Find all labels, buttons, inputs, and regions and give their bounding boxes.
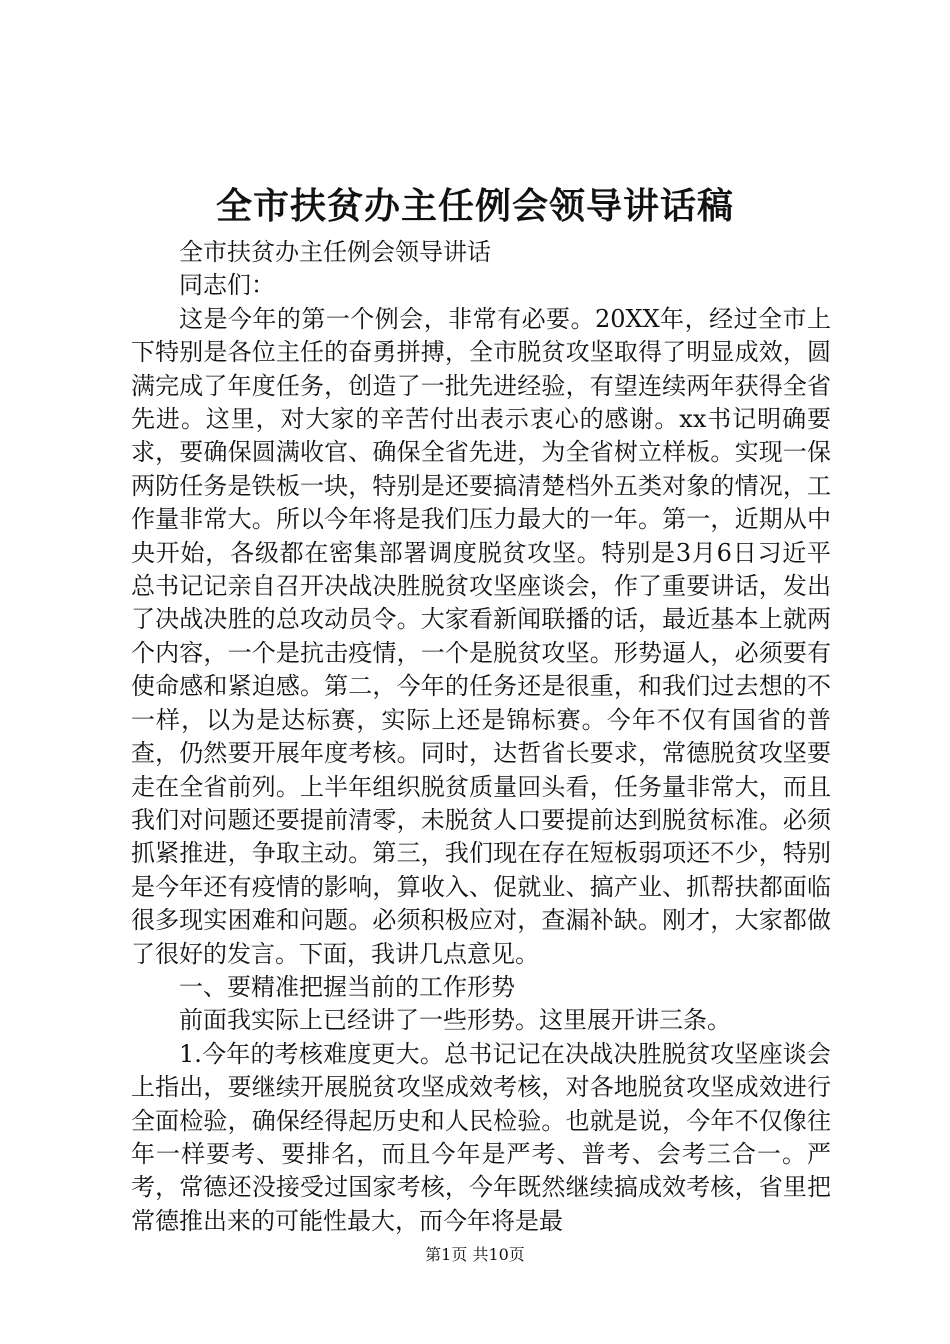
document-title: 全市扶贫办主任例会领导讲话稿 — [215, 185, 734, 227]
page-number-footer: 第1页 共10页 — [425, 1245, 525, 1264]
subtitle-paragraph: 全市扶贫办主任例会领导讲话 — [179, 238, 491, 266]
point-one-paragraph: 1.今年的考核难度更大。总书记记在决战决胜脱贫攻坚座谈会上指出，要继续开展脱贫攻坚成效考核，对各地脱贫攻坚成效进行全面检验，确保经得起历史和人民检验。也就是说，今年不仅像往年一样要考、要排名，而且今年是严考、普考、会考三合一。严考，常德还没接受过国家考核，今年既然继续搞成效考核，省里把常德推出来的可能性最大，而今年将是最 — [131, 1039, 831, 1235]
section-intro-paragraph: 前面我实际上已经讲了一些形势。这里展开讲三条。 — [179, 1006, 731, 1035]
opening-paragraph: 这是今年的第一个例会，非常有必要。20XX年，经过全市上下特别是各位主任的奋勇拼搏，全市脱贫攻坚取得了明显成效，圆满完成了年度任务，创造了一批先进经验，有望连续两年获得全省先进。这里，对大家的辛苦付出表示衷心的感谢。xx书记明确要求，要确保圆满收官、确保全省先进，为全省树立样板。实现一保两防任务是铁板一块，特别是还要搞清楚档外五类对象的情况，工作量非常大。所以今年将是我们压力最大的一年。第一，近期从中央开始，各级都在密集部署调度脱贫攻坚。特别是3月6日习近平总书记记亲自召开决战决胜脱贫攻坚座谈会，作了重要讲话，发出了决战决胜的总攻动员令。大家看新闻联播的话，最近基本上就两个内容，一个是抗击疫情，一个是脱贫攻坚。形势逼人，必须要有使命感和紧迫感。第二，今年的任务还是很重，和我们过去想的不一样，以为是达标赛，实际上还是锦标赛。今年不仅有国省的普查，仍然要开展年度考核。同时，达哲省长要求，常德脱贫攻坚要走在全省前列。上半年组织脱贫质量回头看，任务量非常大，而且我们对问题还要提前清零，未脱贫人口要提前达到脱贫标准。必须抓紧推进，争取主动。第三，我们现在存在短板弱项还不少，特别是今年还有疫情的影响，算收入、促就业、搞产业、抓帮扶都面临很多现实困难和问题。必须积极应对，查漏补缺。刚才，大家都做了很好的发言。下面，我讲几点意见。 — [131, 304, 831, 968]
section-heading: 一、要精准把握当前的工作形势 — [179, 972, 515, 1001]
salutation-paragraph: 同志们： — [179, 271, 275, 300]
document-body — [131, 236, 831, 1238]
